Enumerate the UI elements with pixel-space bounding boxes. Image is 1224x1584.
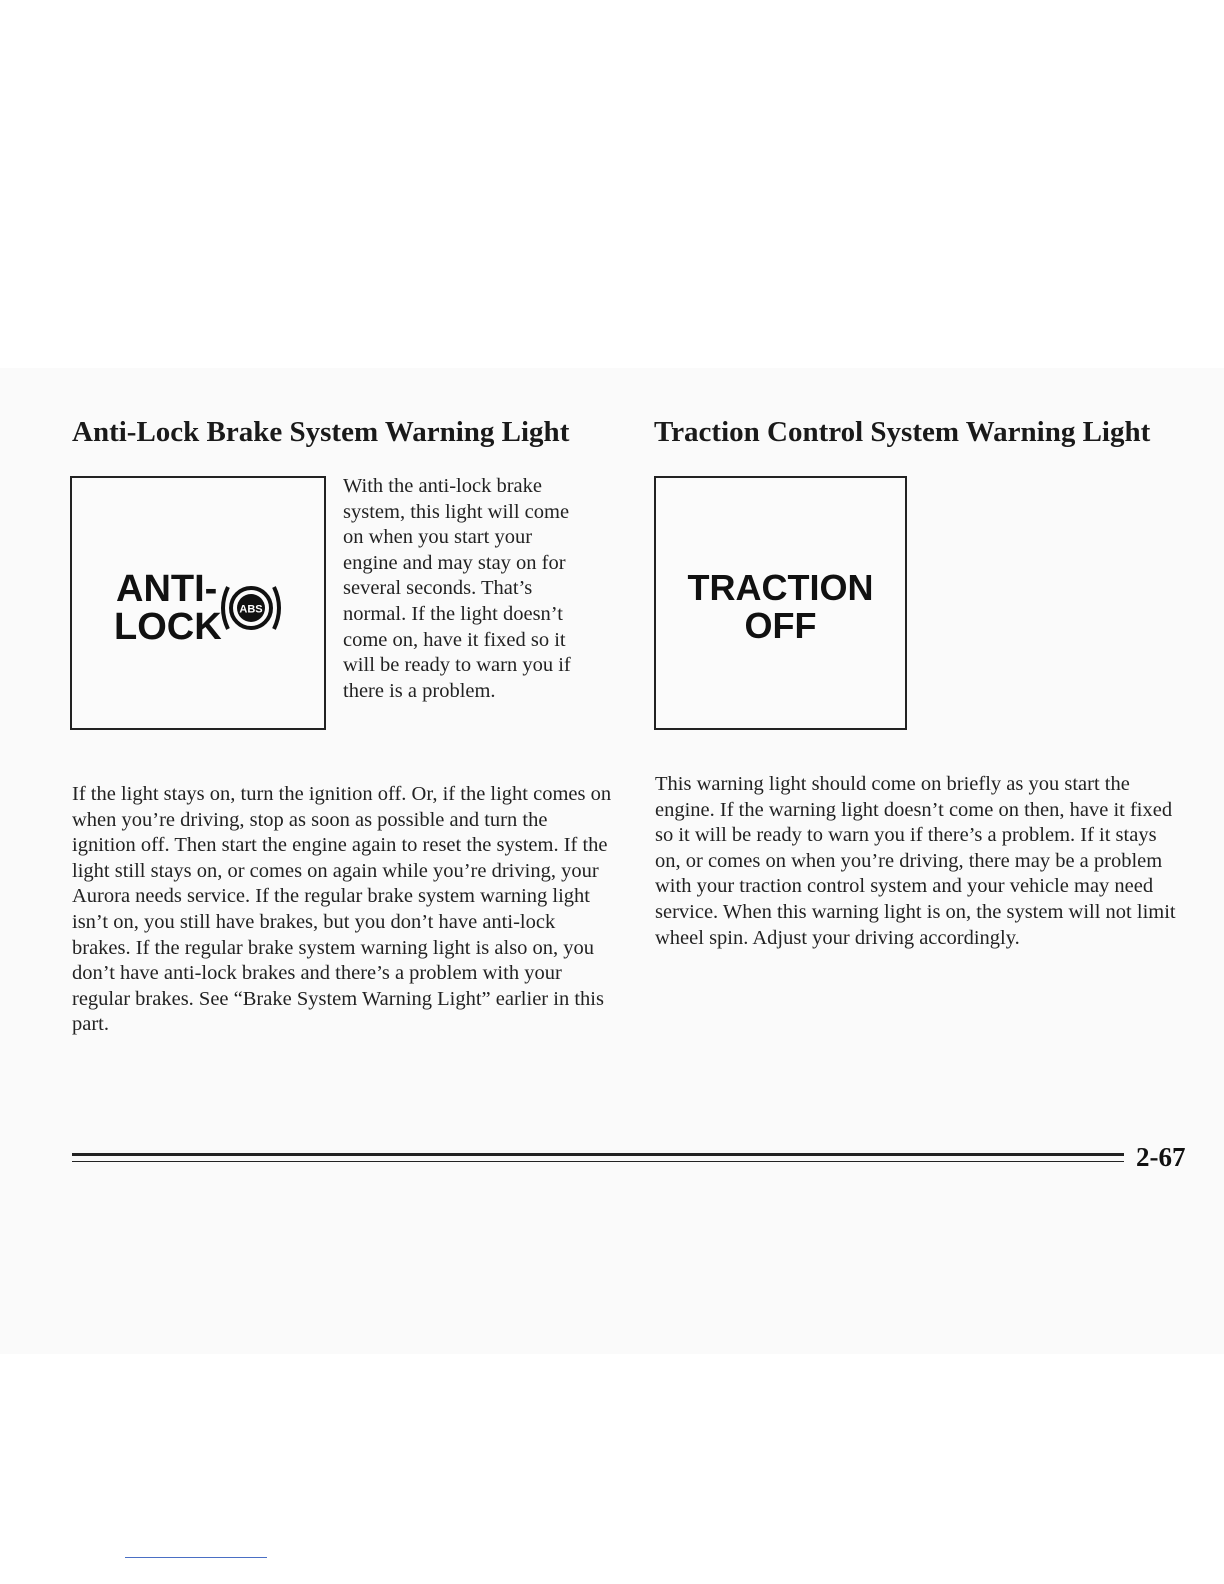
abs-warning-icon xyxy=(210,578,292,638)
abs-lamp-line2: LOCK xyxy=(114,606,222,648)
traction-warning-lamp xyxy=(654,476,907,730)
scan-artifact-line xyxy=(125,1557,267,1558)
footer-rule-bottom xyxy=(72,1161,1124,1162)
traction-body-text: This warning light should come on briefly as you start the engine. If the warning light doesn’t come on then, have it fixed so it will be ready to warn you if there’s a problem. If it stays on, or comes on when you’re driving, there may be a problem with your traction control system and your vehicle may need service. When this warning light is on, the system will not limit wheel spin. Adjust your driving accordingly. xyxy=(655,773,1176,949)
abs-lamp-line1: ANTI- xyxy=(116,568,218,610)
abs-intro-text: With the anti-lock brake system, this light will come on when you start your engine and may stay on for several seconds. That’s normal. If the light doesn’t come on, have it fixed so it will be ready to warn you if there is a problem. xyxy=(343,475,571,702)
traction-heading: Traction Control System Warning Light xyxy=(654,416,1151,448)
traction-lamp-line1: TRACTION xyxy=(687,567,874,608)
page-number: 2-67 xyxy=(1136,1142,1186,1172)
abs-body-text: If the light stays on, turn the ignition off. Or, if the light comes on when you’re driving, stop as soon as possible and turn the ignition off. Then start the engine again to reset the system. If the light still stays on, or comes on again while you’re driving, your Aurora needs service. If the regular brake system warning light isn’t on, you still have brakes, but you don’t have anti-lock brakes. If the regular brake system warning light is also on, you don’t have anti-lock brakes and there’s a problem with your regular brakes. See “Brake System Warning Light” earlier in this part. xyxy=(72,783,612,1036)
traction-lamp-line2: OFF xyxy=(744,605,817,646)
footer-rule-top xyxy=(72,1153,1124,1156)
abs-symbol-text: ABS xyxy=(239,603,263,616)
abs-warning-lamp xyxy=(70,476,326,730)
abs-heading: Anti-Lock Brake System Warning Light xyxy=(72,416,570,448)
